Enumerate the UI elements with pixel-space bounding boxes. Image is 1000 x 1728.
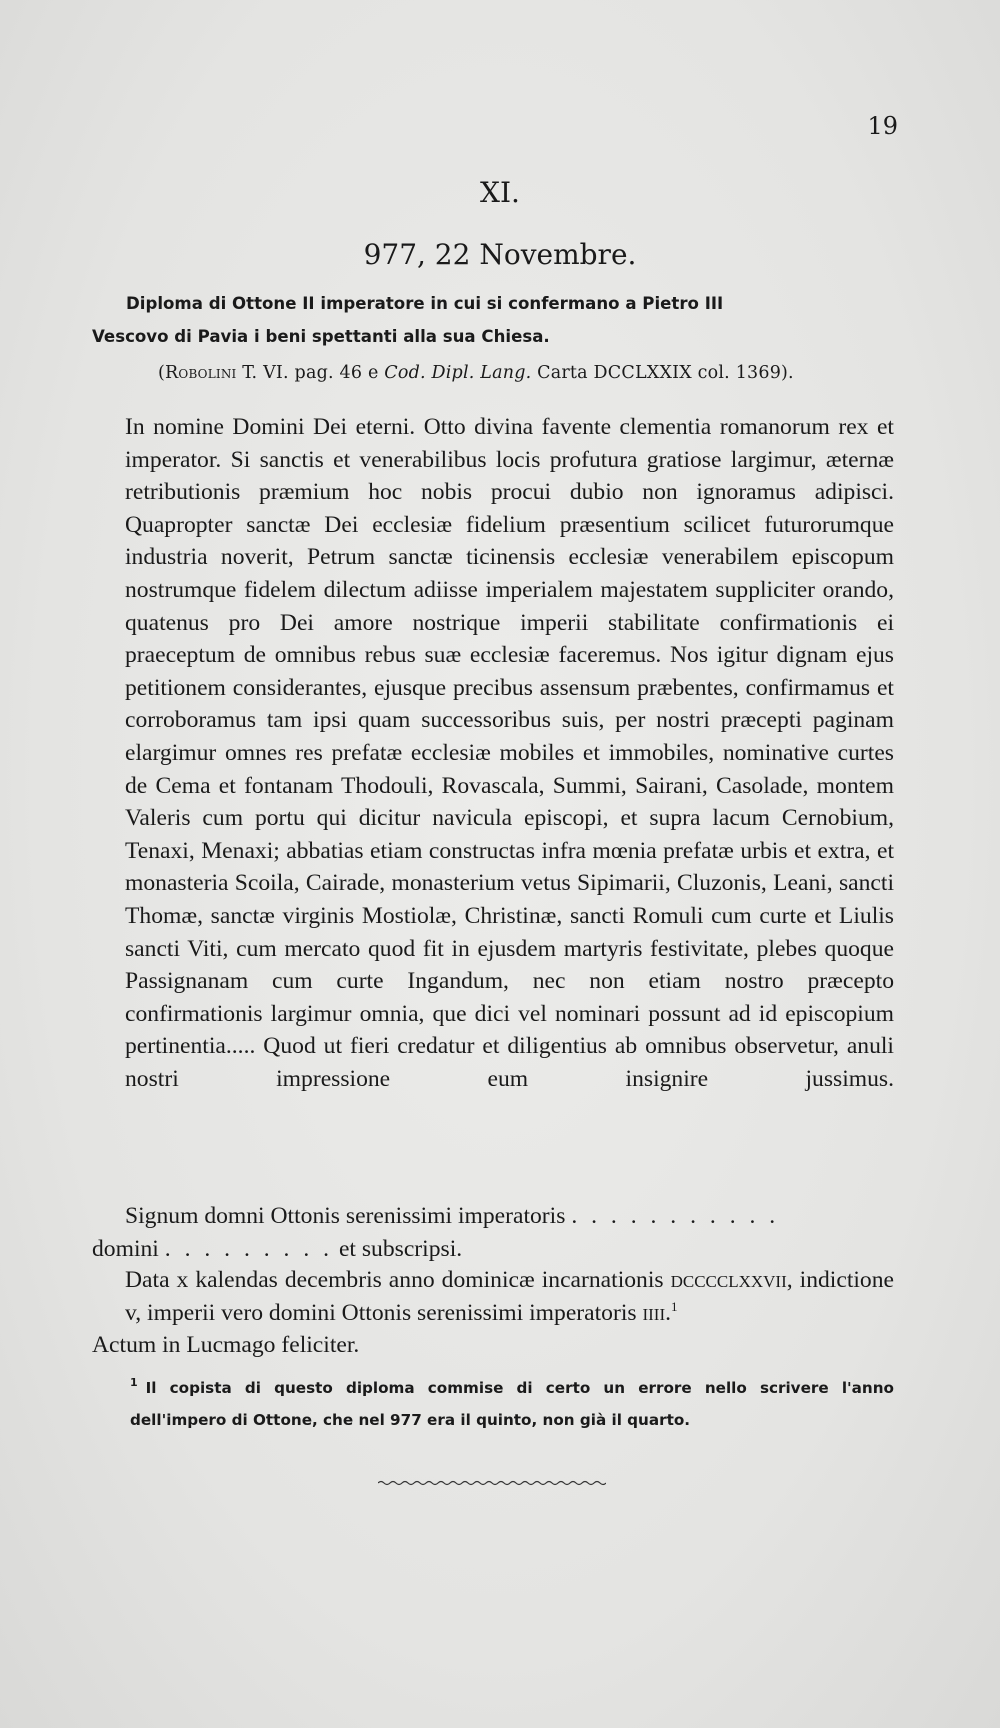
dot-leader: . . . . . . . . . [164,1235,334,1262]
diploma-text [92,411,894,1095]
summary-line: Vescovo di Pavia i beni spettanti alla sua Chiesa. [92,327,550,346]
citation-ref: T. VI. pag. 46 e [236,363,385,383]
citation-work: Cod. Dipl. Lang. [384,363,532,383]
dating-place: Actum in Lucmago feliciter. [92,1332,360,1359]
dating-text: Data x kalendas decembris anno dominicæ incarnationis [125,1267,664,1293]
section-numeral: XI. [480,176,520,209]
citation-ref: Carta DCCLXXIX col. 1369). [531,363,794,383]
footnote-paragraph [130,1372,894,1436]
decorative-rule [378,1478,606,1488]
summary-line: Diploma di Ottone II imperatore in cui si confermano a Pietro III [126,294,724,313]
dating-paragraph [125,1264,894,1329]
dating-clause [92,1264,894,1362]
footnote-marker: 1 [130,1376,138,1389]
footnote-reference: 1 [671,1298,678,1314]
document-summary [92,287,894,353]
signature-text: et subscripsi. [338,1235,463,1262]
source-citation [158,363,898,383]
document-date: 977, 22 Novembre. [363,238,637,271]
signature-text: domini [92,1235,159,1262]
dating-text: , indictione v, imperii vero domini Ottonis serenissimi imperatoris [125,1267,894,1326]
footnote [92,1372,894,1436]
citation-open: ( [158,363,166,383]
citation-author: Robolini [165,363,237,383]
diploma-paragraph: In nomine Domini Dei eterni. Otto divina favente clementia romanorum rex et imperator. Si sanctis et venerabilibus locis profutura gratiose largimur, æternæ retributionis præmium hoc nobis procui dubio non ignoramus adipisci. Quapropter sanctæ Dei ecclesiæ fidelium præsentium scilicet futurorumque industria noverit, Petrum sanctæ ticinensis ecclesiæ venerabilem episcopum nostrumque fidelem dilectum adiisse imperialem majestatem suppliciter orando, quatenus pro Dei amore nostrique imperii stabilitate confirmationis ei praeceptum de omnibus rebus suæ ecclesiæ faceremus. Nos igitur dignam ejus petitionem considerantes, ejusque precibus assensum præbentes, confirmamus et corroboramus tam ipsi quam successoribus suis, per nostri præcepti paginam elargimur omnes res prefatæ ecclesiæ mobiles et immobiles, nominative curtes de Cema et fontanam Thodouli, Rovascala, Summi, Sairani, Casolade, montem Valeris cum portu qui dicitur navicula episcopi, et supra lacum Cernobium, Tenaxi, Menaxi; abbatias etiam constructas infra mœnia prefatæ urbis et extra, et monasteria Scoila, Cairade, monasterium vetus Sipimarii, Cluzonis, Leani, sancti Thomæ, sanctæ virginis Mostiolæ, Christinæ, sancti Romuli cum curte et Liulis sancti Viti, cum mercato quod fit in ejusdem martyris festivitate, plebes quoque Passignanam cum curte Ingandum, nec non etiam nostro præcepto confirmationis largimur omnia, que dici vel nominari possunt ad id episcopium pertinentia..... Quod ut fieri credatur et diligentius ab omnibus observetur, anuli nostri impressione eum insignire jussimus. [125,414,894,1092]
wavy-rule-line [378,1482,606,1485]
page-number: 19 [867,112,898,140]
signature-text: Signum domni Ottonis serenissimi imperatoris [125,1203,566,1229]
dating-reign: iiii. [642,1299,672,1326]
signature-line [92,1233,894,1266]
dot-leader: . . . . . . . . . . . [571,1203,780,1229]
footnote-text: Il copista di questo diploma commise di certo un errore nello scrivere l'anno dell'impero di Ottone, che nel 977 era il quinto, non già il quarto. [130,1379,894,1429]
signature-line [125,1200,894,1233]
signature-block [92,1200,894,1265]
dating-year: dcccclxxvii [670,1267,787,1293]
